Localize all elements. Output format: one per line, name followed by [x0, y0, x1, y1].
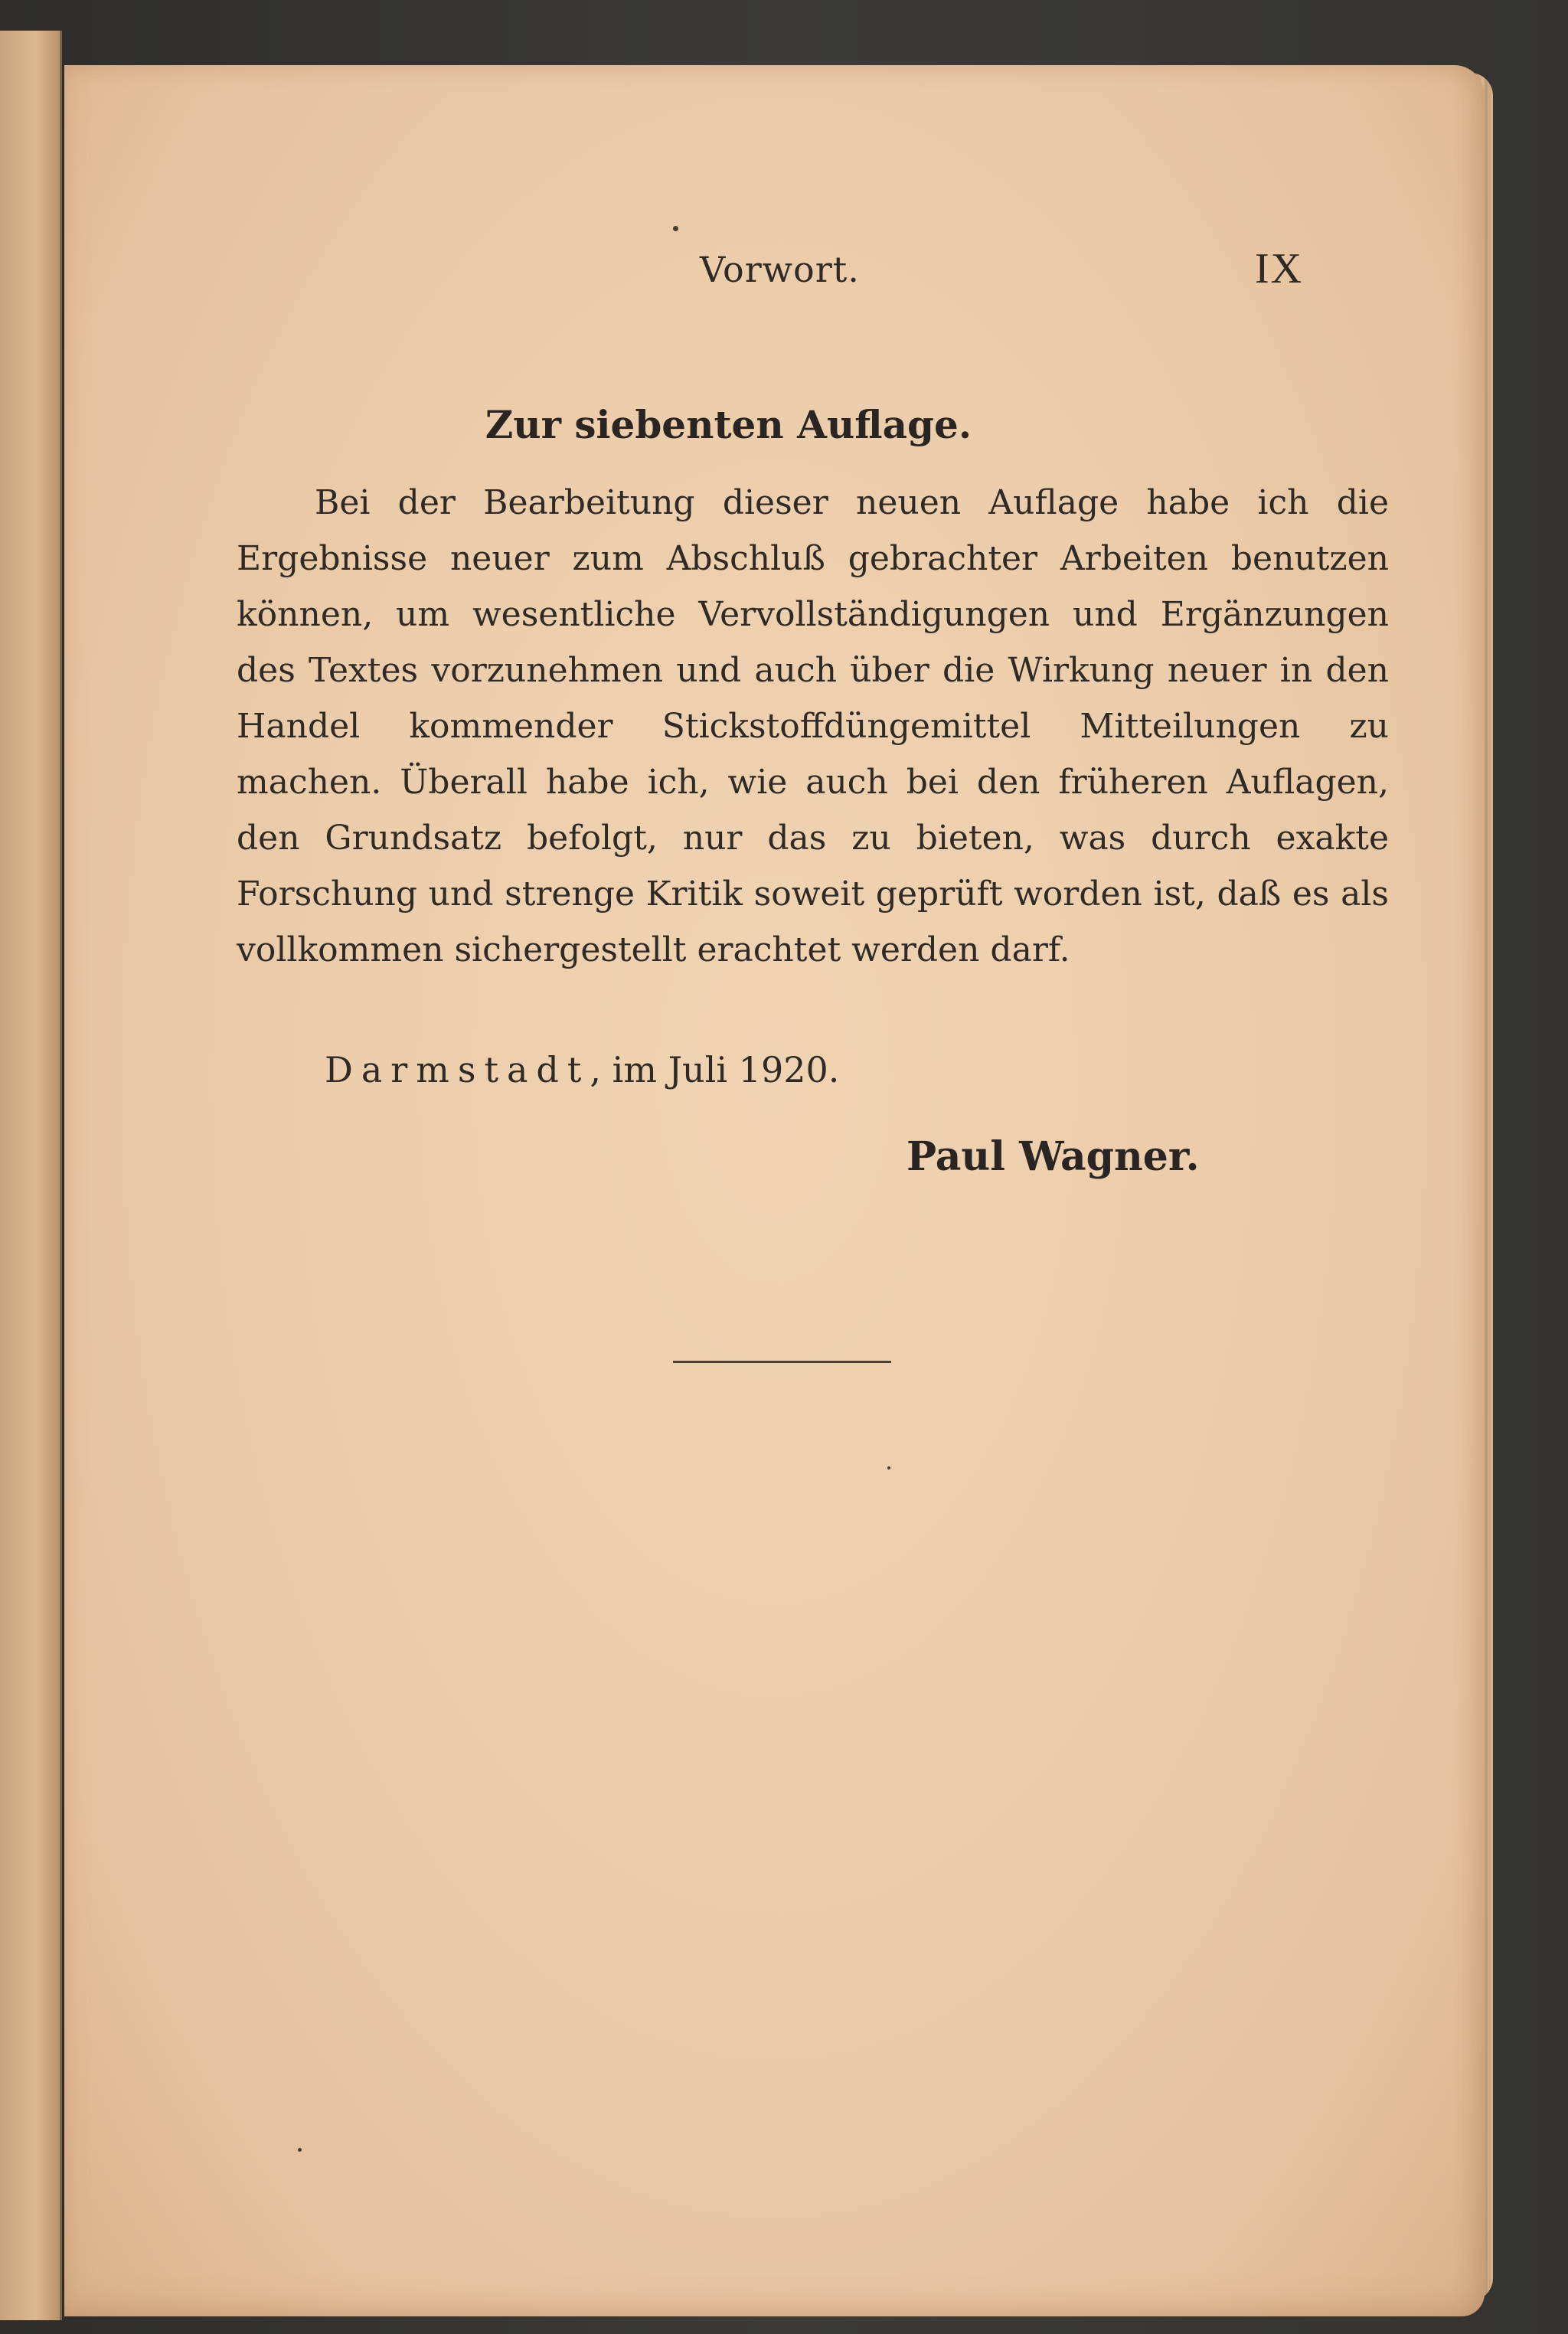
- paper-speck: [298, 2148, 302, 2152]
- book-page: [64, 65, 1485, 2316]
- dateline-date: , im Juli 1920.: [590, 1049, 840, 1090]
- left-page-edge: [0, 31, 62, 2320]
- closing-rule: [673, 1361, 891, 1363]
- running-head: [64, 245, 1485, 302]
- paper-speck: [673, 226, 678, 231]
- dateline: [325, 1049, 839, 1090]
- page-number: IX: [1255, 245, 1304, 293]
- section-heading: Zur siebenten Auflage.: [485, 402, 972, 447]
- body-paragraph: Bei der Bearbeitung dieser neuen Auflage habe ich die Ergebnisse neuer zum Abschluß gebrachter Arbeiten benutzen können, um wesentliche Vervollständigungen und Ergänzungen des Textes vorzunehmen und auch über die Wirkung neuer in den Handel kommender Stickstoffdüngemittel Mitteilungen zu machen. Überall habe ich, wie auch bei den früheren Auflagen, den Grundsatz befolgt, nur das zu bieten, was durch exakte Forschung und strenge Kritik soweit geprüft worden ist, daß es als vollkommen sichergestellt erachtet werden darf.: [237, 483, 1389, 969]
- running-head-title: Vorwort.: [700, 249, 860, 290]
- paper-speck: [887, 1466, 890, 1469]
- dateline-place: Darmstadt: [325, 1049, 590, 1090]
- author-signature: Paul Wagner.: [906, 1133, 1200, 1180]
